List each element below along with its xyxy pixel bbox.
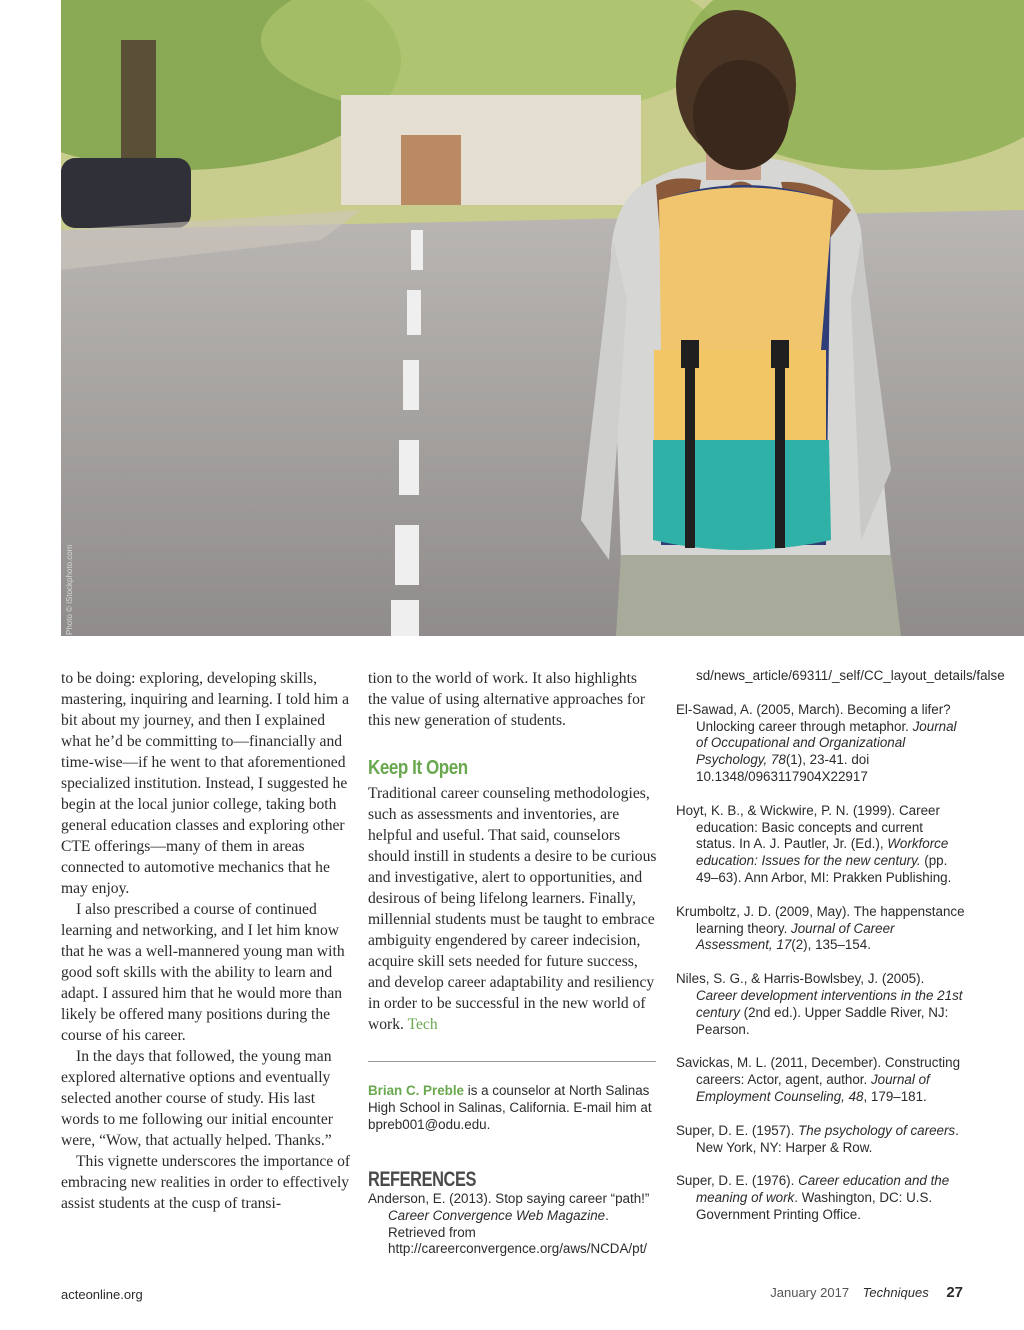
- divider: [368, 1061, 656, 1062]
- reference-item: Niles, S. G., & Harris-Bowlsbey, J. (2005). Career development interventions in the 21st century (2nd ed.). Upper Saddle River, NJ: Pearson.: [676, 971, 963, 1037]
- footer-magazine: Techniques: [862, 1285, 929, 1300]
- footer-date: January 2017: [770, 1285, 850, 1300]
- footer-info: [770, 1284, 963, 1301]
- references-column: [676, 668, 1005, 1241]
- author-name: Brian C. Preble: [368, 1083, 464, 1098]
- author-bio: Brian C. Preble is a counselor at North Salinas High School in Salinas, California. E-mail him at bpreb001@odu.edu.: [368, 1083, 652, 1132]
- references-heading: REFERENCES: [368, 1168, 477, 1191]
- reference-continuation: sd/news_article/69311/_self/CC_layout_details/false: [696, 668, 1005, 683]
- paragraph: This vignette underscores the importance of embracing new realities in order to effectively assist students at the cusp of transi-: [61, 1153, 351, 1212]
- reference-item: Savickas, M. L. (2011, December). Constructing careers: Actor, agent, author. Journal of Employment Counseling, 48, 179–181.: [676, 1055, 961, 1104]
- page-number: 27: [946, 1284, 963, 1301]
- paragraph: In the days that followed, the young man explored alternative options and eventually selected another course of study. His last words to me following our initial encounter were, “Wow, that actually helped. Thanks.”: [61, 1048, 333, 1149]
- reference-item: Hoyt, K. B., & Wickwire, P. N. (1999). Career education: Basic concepts and current status. In A. J. Pautler, Jr. (Ed.), Workforce education: Issues for the new century. (pp. 49–63). Ann Arbor, MI: Prakken Publishing.: [676, 802, 952, 885]
- photo-image: [61, 0, 1024, 636]
- reference-item: Super, D. E. (1976). Career education and the meaning of work. Washington, DC: U.S. Government Printing Office.: [676, 1173, 950, 1222]
- tech-end-mark: Tech: [407, 1016, 438, 1033]
- paragraph: tion to the world of work. It also highlights the value of using alternative approaches for this new generation of students.: [368, 670, 646, 729]
- footer-site-link[interactable]: acteonline.org: [61, 1287, 143, 1302]
- text-column-2: [368, 668, 658, 1258]
- text-column-1: [61, 668, 351, 1214]
- reference-item: Krumboltz, J. D. (2009, May). The happenstance learning theory. Journal of Career Assessment, 17(2), 135–154.: [676, 903, 965, 953]
- paragraph: I also prescribed a course of continued learning and networking, and I let him know that he was a well-mannered young man with good soft skills with the ability to learn and adapt. I assured him that he would more than likely be offered many positions during the course of his career.: [61, 901, 345, 1044]
- paragraph: Traditional career counseling methodologies, such as assessments and inventories, are helpful and useful. That said, counselors should instill in students a desire to be curious and investigative, alert to opportunities, and desirous of being lifelong learners. Finally, millennial students must be taught to embrace ambiguity engendered by career indecision, acquire skill sets needed for future success, and develop career adaptability and resiliency in order to be successful in the new world of work. Tech: [368, 785, 657, 1033]
- hero-photo: [61, 0, 1024, 636]
- photo-credit: Photo © iStockphoto.com: [65, 544, 74, 635]
- section-subhead: Keep It Open: [368, 757, 468, 779]
- reference-item: Super, D. E. (1957). The psychology of careers. New York, NY: Harper & Row.: [676, 1122, 959, 1155]
- reference-item: El-Sawad, A. (2005, March). Becoming a lifer? Unlocking career through metaphor. Journal of Occupational and Organizational Psychology, 78(1), 23-41. doi 10.1348/0963117904X22917: [676, 701, 957, 784]
- paragraph: to be doing: exploring, developing skills, mastering, inquiring and learning. I told him a bit about my journey, and then I explained what he’d be committing to—financially and time-wise—if he went to that aforementioned specialized institution. Instead, I suggested he begin at the local junior college, taking both general education classes and exploring other CTE offerings—many of them in areas connected to automotive mechanics that he may enjoy.: [61, 670, 349, 897]
- reference-item: Anderson, E. (2013). Stop saying career “path!” Career Convergence Web Magazine. Retrieved from http://careerconvergence.org/aws/NCDA/pt/: [368, 1191, 650, 1257]
